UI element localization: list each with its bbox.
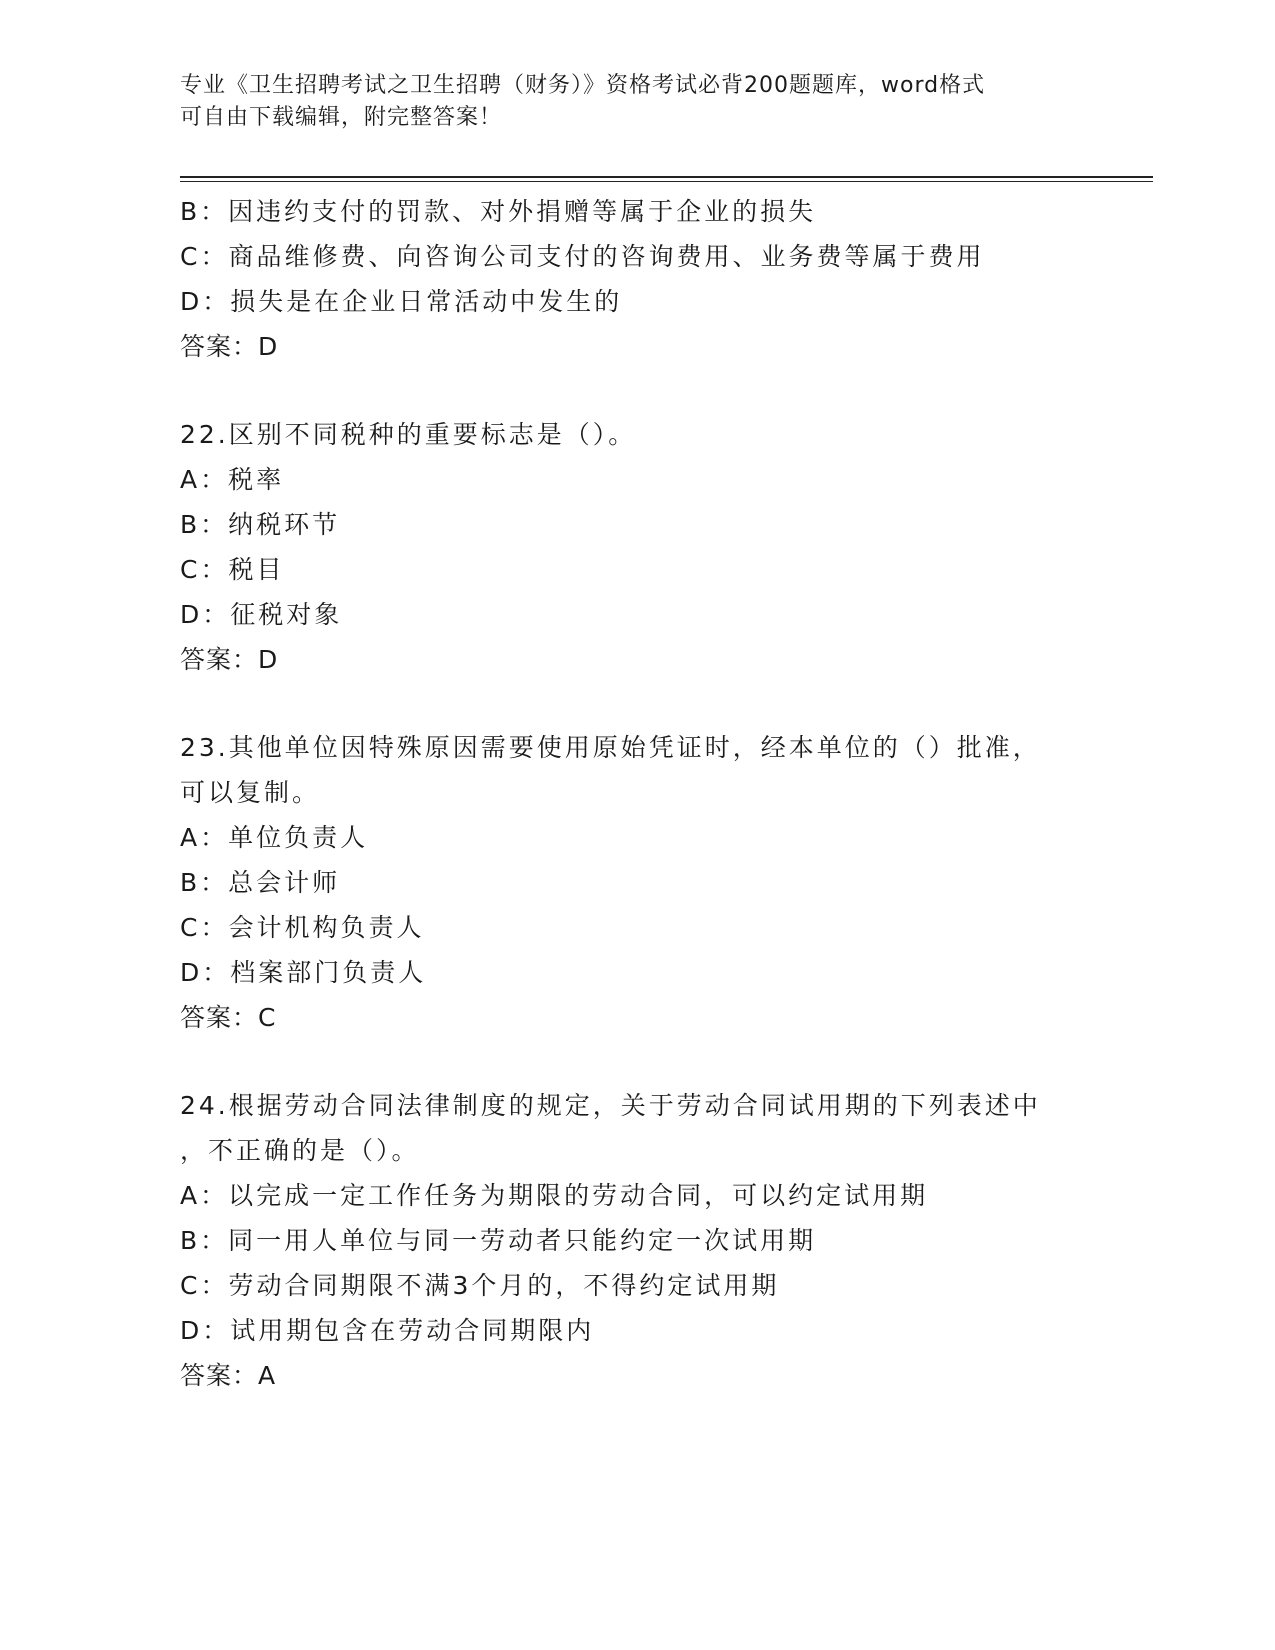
option-c: C：税目 xyxy=(180,555,285,584)
option-b: B：纳税环节 xyxy=(180,510,341,539)
header-rule-thick xyxy=(180,176,1153,178)
option-a: A：以完成一定工作任务为期限的劳动合同，可以约定试用期 xyxy=(180,1181,929,1210)
question-text: 22.区别不同税种的重要标志是（）。 xyxy=(180,420,637,449)
answer: 答案：A xyxy=(180,1361,277,1390)
question-text: 23.其他单位因特殊原因需要使用原始凭证时，经本单位的（）批准， xyxy=(180,733,1041,762)
answer: 答案：C xyxy=(180,1003,277,1032)
header-rule-thin xyxy=(180,181,1153,182)
option-b: B：同一用人单位与同一劳动者只能约定一次试用期 xyxy=(180,1226,817,1255)
question-text-continued: 可以复制。 xyxy=(180,778,321,807)
question-list xyxy=(180,189,1080,1398)
option-a: A：税率 xyxy=(180,465,285,494)
option-a: A：单位负责人 xyxy=(180,823,369,852)
answer: 答案：D xyxy=(180,645,279,674)
question-23 xyxy=(180,725,1080,1040)
option-b: B：总会计师 xyxy=(180,868,341,897)
question-24 xyxy=(180,1083,1080,1398)
option-d: D：试用期包含在劳动合同期限内 xyxy=(180,1316,595,1345)
question-22 xyxy=(180,412,1080,682)
document-header xyxy=(180,70,1060,134)
option-b: B：因违约支付的罚款、对外捐赠等属于企业的损失 xyxy=(180,197,817,226)
header-line-2: 可自由下载编辑，附完整答案！ xyxy=(180,105,503,130)
header-line-1: 专业《卫生招聘考试之卫生招聘（财务）》资格考试必背200题题库，word格式 xyxy=(180,73,986,98)
option-c: C：劳动合同期限不满3个月的，不得约定试用期 xyxy=(180,1271,780,1300)
option-d: D：档案部门负责人 xyxy=(180,958,427,987)
question-text-continued: ，不正确的是（）。 xyxy=(180,1136,420,1165)
answer: 答案：D xyxy=(180,332,279,361)
question-21-continued xyxy=(180,189,1080,369)
option-d: D：征税对象 xyxy=(180,600,343,629)
option-c: C：商品维修费、向咨询公司支付的咨询费用、业务费等属于费用 xyxy=(180,242,985,271)
question-text: 24.根据劳动合同法律制度的规定，关于劳动合同试用期的下列表述中 xyxy=(180,1091,1041,1120)
option-c: C：会计机构负责人 xyxy=(180,913,425,942)
option-d: D：损失是在企业日常活动中发生的 xyxy=(180,287,623,316)
